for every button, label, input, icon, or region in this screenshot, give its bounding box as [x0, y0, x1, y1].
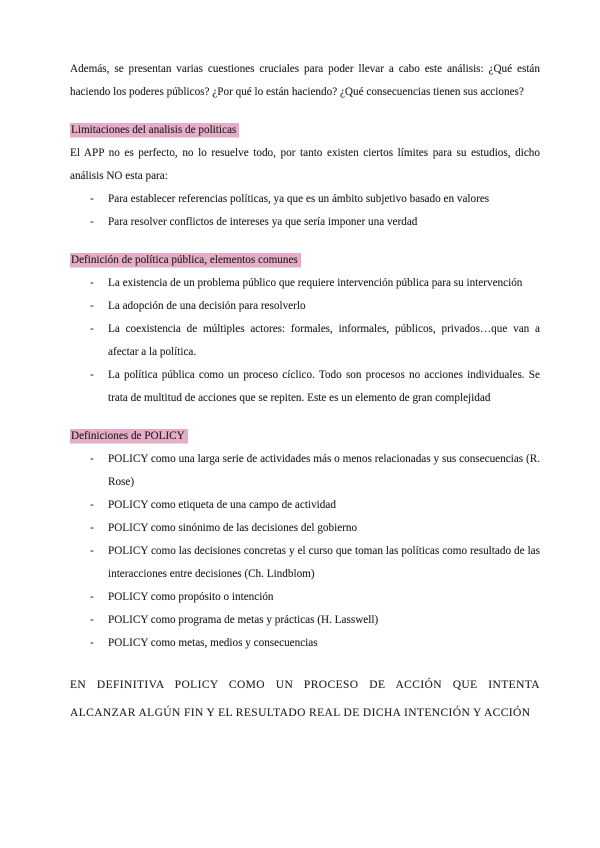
section-heading-row — [70, 249, 540, 272]
conclusion-paragraph: EN DEFINITIVA POLICY COMO UN PROCESO DE ACCIÓN QUE INTENTA ALCANZAR ALGÚN FIN Y EL RESULTADO REAL DE DICHA INTENCIÓN Y ACCIÓN — [70, 679, 540, 719]
heading-highlight-policy: Definiciones de POLICY — [70, 429, 188, 443]
bullet-item: - POLICY como una larga serie de actividades más o menos relacionadas y sus consecuencias (R. Rose) — [70, 448, 540, 494]
bullet-item: - La adopción de una decisión para resolverlo — [70, 295, 540, 318]
section-limitaciones — [70, 119, 540, 234]
bullet-item: - POLICY como propósito o intención — [70, 586, 540, 609]
section-definicion-politica-publica — [70, 249, 540, 410]
section-heading-row — [70, 425, 540, 448]
intro-paragraph: Además, se presentan varias cuestiones cruciales para poder llevar a cabo este análisis: ¿Qué están haciendo los poderes públicos? ¿Por qué lo están haciendo? ¿Qué consecuencias tienen sus acciones? — [70, 63, 540, 98]
bullet-list-definicion — [70, 272, 540, 410]
bullet-item: - POLICY como metas, medios y consecuencias — [70, 632, 540, 655]
section-intro-limitaciones: El APP no es perfecto, no lo resuelve todo, por tanto existen ciertos límites para su estudios, dicho análisis NO esta para: — [70, 147, 540, 182]
heading-highlight-limitaciones: Limitaciones del analisis de politicas — [70, 123, 239, 137]
bullet-item: - Para resolver conflictos de intereses ya que sería imponer una verdad — [70, 211, 540, 234]
bullet-item: - Para establecer referencias políticas, ya que es un ámbito subjetivo basado en valores — [70, 188, 540, 211]
section-definiciones-policy — [70, 425, 540, 655]
bullet-item: - La coexistencia de múltiples actores: formales, informales, públicos, privados…que van a afectar a la política. — [70, 318, 540, 364]
bullet-item: - POLICY como sinónimo de las decisiones del gobierno — [70, 517, 540, 540]
bullet-list-limitaciones — [70, 188, 540, 234]
bullet-item: - POLICY como programa de metas y prácticas (H. Lasswell) — [70, 609, 540, 632]
bullet-item: - La existencia de un problema público que requiere intervención pública para su intervención — [70, 272, 540, 295]
heading-highlight-definicion: Definición de política pública, elementos comunes — [70, 253, 301, 267]
bullet-item: - POLICY como las decisiones concretas y el curso que toman las políticas como resultado de las interacciones entre decisiones (Ch. Lindblom) — [70, 540, 540, 586]
bullet-item: - POLICY como etiqueta de una campo de actividad — [70, 494, 540, 517]
bullet-item: - La política pública como un proceso cíclico. Todo son procesos no acciones individuales. Se trata de multitud de acciones que se repiten. Este es un elemento de gran complejidad — [70, 364, 540, 410]
bullet-list-policy — [70, 448, 540, 655]
section-heading-row — [70, 119, 540, 142]
